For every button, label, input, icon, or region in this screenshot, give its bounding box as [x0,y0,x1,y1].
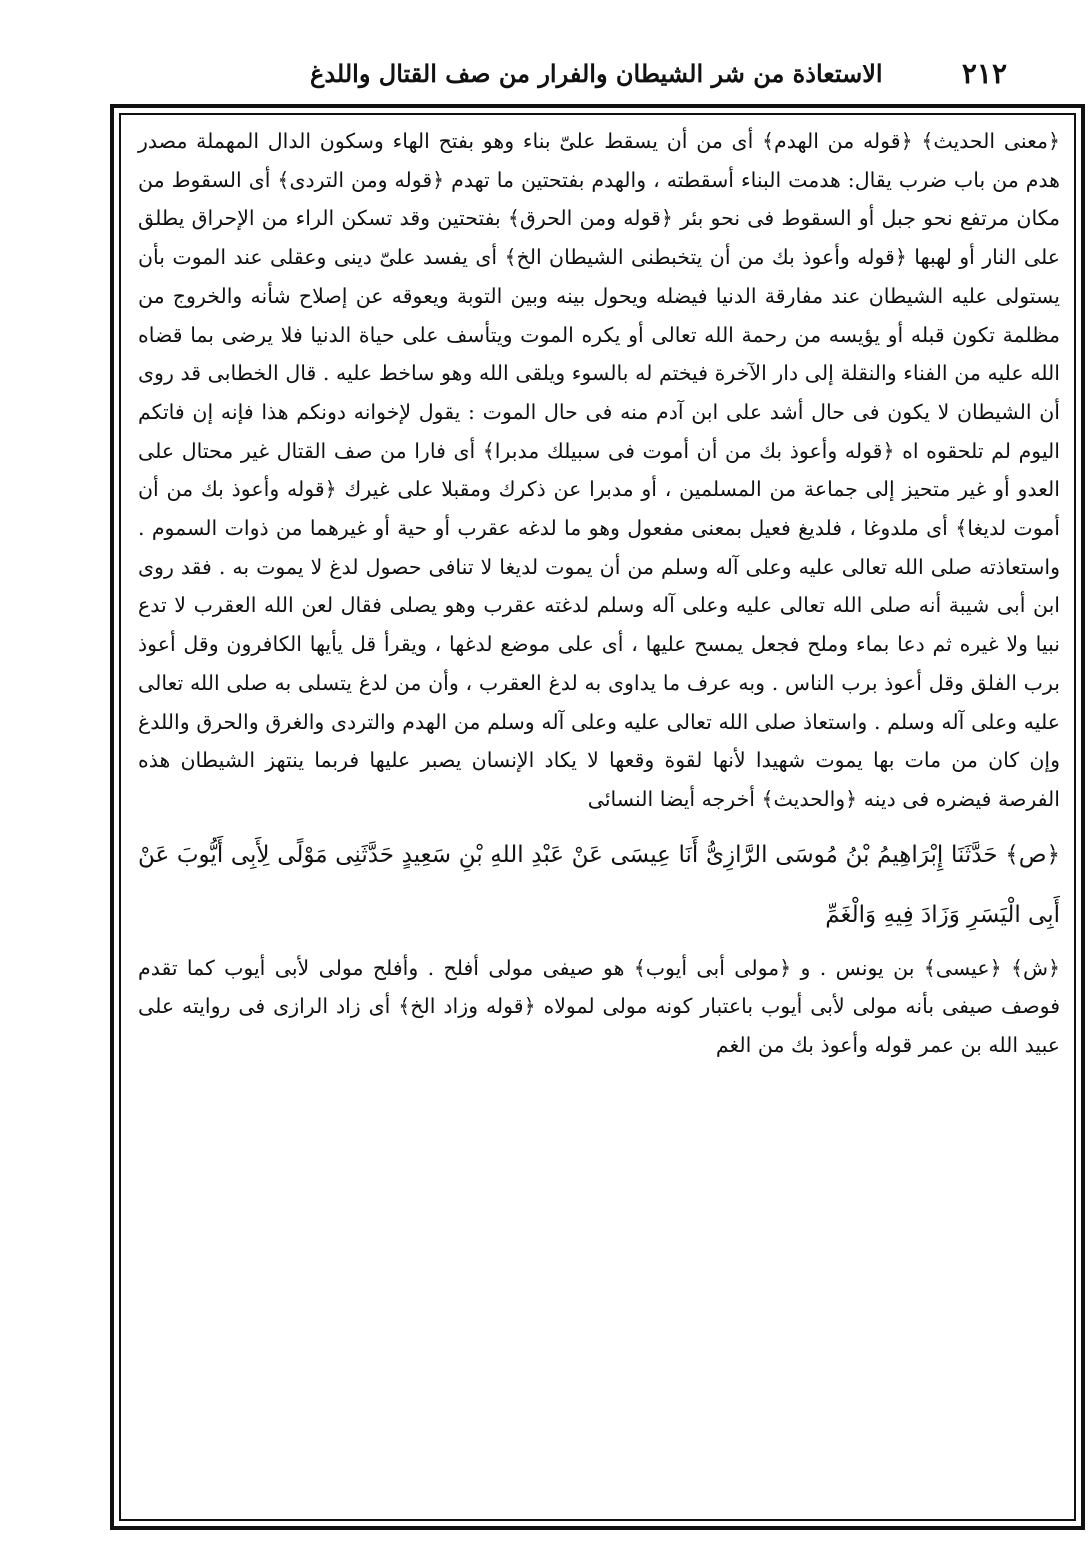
explanation-paragraph: ﴿ش﴾ ﴿عيسى﴾ بن يونس . و ﴿مولى أبى أيوب﴾ هو صيفى مولى أفلح . وأفلح مولى لأبى أيوب كما تقدم فوصف صيفى بأنه مولى لأبى أيوب باعتبار كونه مولى لمولاه ﴿قوله وزاد الخ﴾ أى زاد الرازى فى روايته على عبيد الله بن عمر قوله وأعوذ بك من الغم [138,955,1060,1058]
running-title: الاستعاذة من شر الشيطان والفرار من صف القتال واللدغ [310,58,883,88]
running-head [110,48,1007,98]
hadith-text: ﴿ص﴾ حَدَّثَنَا إِبْرَاهِيمُ بْنُ مُوسَى الرَّازِىُّ أَنَا عِيسَى عَنْ عَبْدِ اللهِ بْنِ سَعِيدٍ حَدَّثَنِى مَوْلًى لِأَبِى أَيُّوبَ عَنْ أَبِى الْيَسَرِ وَزَادَ فِيهِ وَالْغَمِّ [138,841,1060,928]
page-number: ٢١٢ [961,56,1007,90]
commentary-paragraph: ﴿معنى الحديث﴾ ﴿قوله من الهدم﴾ أى من أن يسقط علىّ بناء وهو بفتح الهاء وسكون الدال المهملة مصدر هدم من باب ضرب يقال: هدمت البناء أسقطته ، والهدم بفتحتين ما تهدم ﴿قوله ومن التردى﴾ أى السقوط من مكان مرتفع نحو جبل أو السقوط فى نحو بئر ﴿قوله ومن الحرق﴾ بفتحتين وقد تسكن الراء من الإحراق يطلق على النار أو لهبها ﴿قوله وأعوذ بك من أن يتخبطنى الشيطان الخ﴾ أى يفسد علىّ دينى وعقلى عند الموت بأن يستولى عليه الشيطان عند مفارقة الدنيا فيضله ويحول بينه وبين التوبة ويعوقه عن إصلاح شأنه والخروج من مظلمة تكون قبله أو يؤيسه من رحمة الله تعالى أو يكره الموت ويتأسف على حياة الدنيا فلا يرضى بما قضاه الله عليه من الفناء والنقلة إلى دار الآخرة فيختم له بالسوء ويلقى الله وهو ساخط عليه . قال الخطابى قد روى أن الشيطان لا يكون فى حال أشد على ابن آدم منه فى حال الموت : يقول لإخوانه دونكم هذا فإنه إن فاتكم اليوم لم تلحقوه اه ﴿قوله وأعوذ بك من أن أموت فى سبيلك مدبرا﴾ أى فارا من صف القتال غير محتال على العدو أو غير متحيز إلى جماعة من المسلمين ، أو مدبرا عن ذكرك ومقبلا على غيرك ﴿قوله وأعوذ بك من أن أموت لديغا﴾ أى ملدوغا ، فلديغ فعيل بمعنى مفعول وهو ما لدغه عقرب أو حية أو غيرهما من ذوات السموم . واستعاذته صلى الله تعالى عليه وعلى آله وسلم من أن يموت لديغا لا تنافى حصول لدغ لا يموت به . فقد روى ابن أبى شيبة أنه صلى الله تعالى عليه وعلى آله وسلم لدغته عقرب وهو يصلى فقال لعن الله العقرب لا تدع نبيا ولا غيره ثم دعا بماء وملح فجعل يمسح عليها ، أى على موضع لدغها ، ويقرأ قل يأيها الكافرون وقل أعوذ برب الفلق وقل أعوذ برب الناس . وبه عرف ما يداوى به لدغ العقرب ، وأن من لدغ يتسلى به صلى الله تعالى عليه وعلى آله وسلم . واستعاذ صلى الله تعالى عليه وعلى آله وسلم من الهدم والتردى والغرق والحرق واللدغ وإن كان من مات بها يموت شهيدا لأنها لقوة وقعها لا يكاد الإنسان يصبر عليها فربما ينتهز الشيطان هذه الفرصة فيضره فى دينه ﴿والحديث﴾ أخرجه أيضا النسائى [138,129,1060,811]
page-body [130,122,1066,1514]
